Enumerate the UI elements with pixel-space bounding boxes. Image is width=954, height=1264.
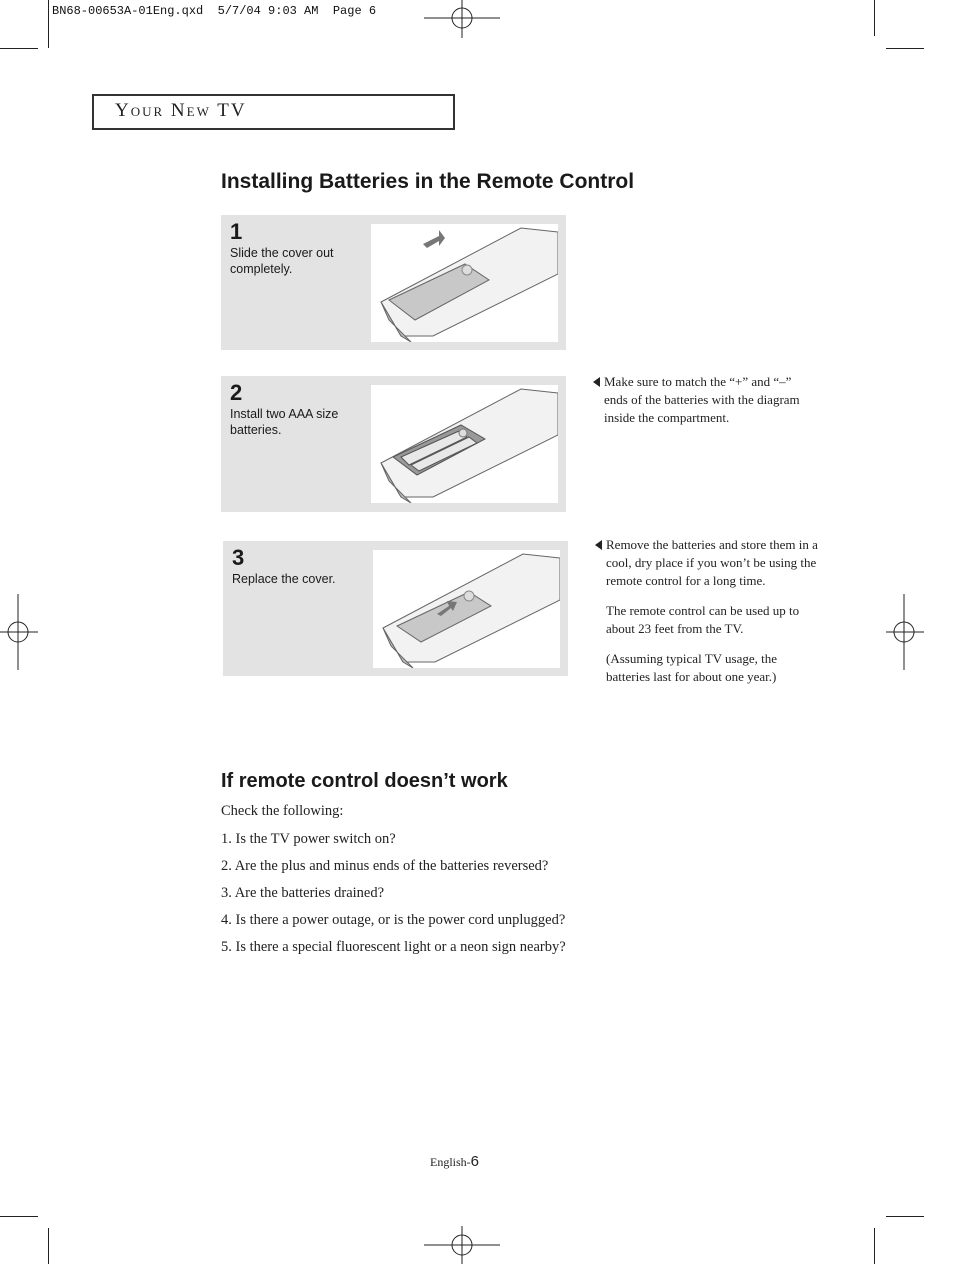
remote-batteries-illustration [371, 385, 558, 503]
crop-mark [48, 0, 49, 48]
note-text: Make sure to match the “+” and “–” ends of the batteries with the diagram inside the compartment. [604, 374, 800, 425]
list-item: 2. Are the plus and minus ends of the batteries reversed? [221, 858, 549, 874]
main-heading: Installing Batteries in the Remote Control [221, 170, 635, 193]
crop-mark [0, 48, 38, 49]
section-title: Your New TV [115, 100, 247, 121]
note-text: Remove the batteries and store them in a cool, dry place if you won’t be using the remote control for a long time. [606, 537, 818, 588]
page-footer [430, 1153, 479, 1170]
step-2-panel [221, 376, 566, 512]
registration-mark-bottom [424, 1226, 500, 1264]
crop-mark [886, 1216, 924, 1217]
list-item: 3. Are the batteries drained? [221, 885, 385, 901]
troubleshoot-heading: If remote control doesn’t work [221, 770, 508, 792]
list-item: 1. Is the TV power switch on? [221, 831, 396, 847]
crop-mark [0, 1216, 38, 1217]
note-step-3 [606, 536, 824, 686]
step-caption: Slide the cover out completely. [230, 246, 334, 276]
step-number: 2 [230, 380, 243, 405]
bullet-triangle-icon [595, 540, 602, 550]
page-number: 6 [470, 1153, 480, 1170]
crop-mark [874, 0, 875, 36]
step-1-panel [221, 215, 566, 350]
registration-mark-top [424, 0, 500, 40]
list-item: 5. Is there a special fluorescent light or a neon sign nearby? [221, 939, 566, 955]
troubleshoot-intro: Check the following: [221, 803, 344, 819]
bullet-triangle-icon [593, 377, 600, 387]
note-text: (Assuming typical TV usage, the batteries last for about one year.) [606, 651, 778, 684]
crop-mark [48, 1228, 49, 1264]
step-number: 3 [232, 545, 245, 570]
note-text: The remote control can be used up to about 23 feet from the TV. [606, 603, 800, 636]
registration-mark-right [886, 594, 926, 670]
remote-cover-removed-illustration [371, 224, 558, 342]
registration-mark-left [0, 594, 40, 670]
print-slug: BN68-00653A-01Eng.qxd 5/7/04 9:03 AM Page 6 [52, 4, 377, 18]
note-step-2 [604, 373, 814, 427]
list-item: 4. Is there a power outage, or is the power cord unplugged? [221, 912, 566, 928]
footer-label: English- [430, 1155, 471, 1169]
step-caption: Install two AAA size batteries. [230, 407, 339, 437]
crop-mark [886, 48, 924, 49]
remote-cover-replaced-illustration [373, 550, 560, 668]
step-3-panel [223, 541, 568, 676]
step-number: 1 [230, 219, 243, 244]
crop-mark [874, 1228, 875, 1264]
step-caption: Replace the cover. [232, 572, 336, 586]
